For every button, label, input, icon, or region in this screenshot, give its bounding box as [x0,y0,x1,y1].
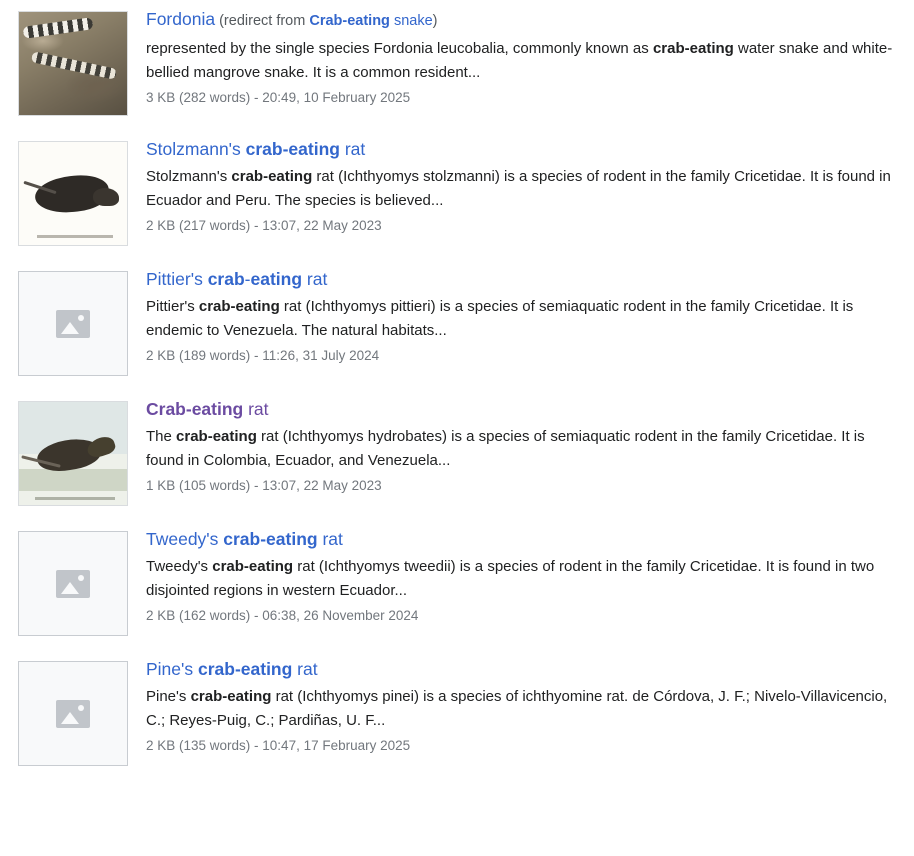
result-thumbnail-image[interactable] [18,11,128,116]
text-fragment: Pittier's [146,298,199,315]
text-fragment: rat [339,139,366,159]
result-title-link[interactable] [146,659,318,679]
text-fragment: The [146,428,177,445]
result-thumbnail-placeholder[interactable] [18,661,128,766]
result-title-link[interactable] [146,269,327,289]
result-title [146,658,902,680]
highlighted-term: crab-eating [176,428,257,445]
redirect-note [215,13,437,29]
image-placeholder-icon [56,570,90,598]
redirect-source-link[interactable] [309,13,432,29]
result-thumbnail[interactable] [18,138,128,246]
redirect-prefix: (redirect from [215,13,310,29]
result-metadata: 2 KB (135 words) - 10:47, 17 February 2025 [146,738,411,753]
result-thumbnail-placeholder[interactable] [18,271,128,376]
text-fragment: Tweedy's [146,558,213,575]
text-fragment: rat [317,529,343,549]
highlighted-term: crab-eating [212,558,294,575]
result-metadata: 1 KB (105 words) - 13:07, 22 May 2023 [146,478,382,493]
text-fragment: Pine's [146,659,198,679]
result-thumbnail[interactable] [18,658,128,766]
highlighted-term: crab-eating [198,298,280,315]
result-thumbnail[interactable] [18,528,128,636]
text-fragment: Pittier's [146,269,208,289]
result-snippet [146,295,902,343]
highlighted-term: crab-eating [197,659,293,679]
result-body [146,528,902,626]
search-result-item [18,268,902,376]
result-title [146,398,902,420]
search-result-item [18,528,902,636]
result-title-link[interactable] [146,399,269,419]
result-body [146,268,902,366]
text-fragment: Tweedy's [146,529,224,549]
result-thumbnail[interactable] [18,8,128,116]
text-fragment: rat [292,659,318,679]
redirect-suffix: ) [432,13,438,29]
rat-illustration [19,402,127,505]
result-metadata: 2 KB (162 words) - 06:38, 26 November 2024 [146,608,419,623]
text-fragment: Pine's [146,688,191,705]
result-thumbnail[interactable] [18,398,128,506]
result-thumbnail[interactable] [18,268,128,376]
text-fragment: rat (Ichthyomys hydrobates) is a species of semiaquatic rodent in the family Cricetidae. It is found in Colombia, Ecuador, and Venezuela... [146,428,865,469]
result-title [146,8,902,32]
result-thumbnail-image[interactable] [18,141,128,246]
result-body [146,398,902,496]
text-fragment: snake [389,13,433,29]
snake-photo [19,12,127,115]
search-results-container [18,8,902,766]
highlighted-term: crab-eating [231,168,313,185]
result-title-link[interactable]: Fordonia [146,9,216,29]
highlighted-term: crab-eating [245,139,340,159]
text-fragment: Stolzmann's [146,168,232,185]
result-title [146,528,902,550]
text-fragment: rat (Ichthyomys pittieri) is a species of semiaquatic rodent in the family Cricetidae. It is endemic to Venezuela. The natural habitats... [146,298,854,339]
highlighted-term: crab-eating [223,529,318,549]
text-fragment: rat (Ichthyomys stolzmanni) is a species of rodent in the family Cricetidae. It is found in Ecuador and Peru. The species is believed... [146,168,891,209]
result-metadata: 3 KB (282 words) - 20:49, 10 February 2025 [146,90,411,105]
result-snippet [146,685,902,733]
text-fragment: rat (Ichthyomys tweedii) is a species of rodent in the family Cricetidae. It is found in two disjointed regions in western Ecuador... [146,558,875,599]
highlighted-term: Crab-eating [309,13,390,29]
highlighted-term: crab [207,269,245,289]
result-metadata: 2 KB (189 words) - 11:26, 31 July 2024 [146,348,380,363]
result-body [146,8,902,108]
result-title-link[interactable] [146,139,365,159]
result-snippet [146,37,902,85]
search-result-item [18,138,902,246]
result-body [146,658,902,756]
text-fragment: represented by the single species Fordonia leucobalia, commonly known as [146,40,653,57]
highlighted-term: Crab-eating [146,399,244,419]
result-body [146,138,902,236]
result-thumbnail-image[interactable] [18,401,128,506]
result-title [146,138,902,160]
text-fragment: Stolzmann's [146,139,246,159]
text-fragment: water snake and white-bellied mangrove snake. It is a common resident... [146,40,893,81]
image-placeholder-icon [56,700,90,728]
result-title-link[interactable] [146,529,343,549]
result-title [146,268,902,290]
highlighted-term: crab-eating [652,40,734,57]
result-snippet [146,425,902,473]
text-fragment: rat [243,399,269,419]
rat-illustration [19,142,127,245]
result-snippet [146,165,902,213]
result-metadata: 2 KB (217 words) - 13:07, 22 May 2023 [146,218,382,233]
highlighted-term: eating [250,269,303,289]
text-fragment: rat (Ichthyomys pinei) is a species of ichthyomine rat. de Córdova, J. F.; Nivelo-Villavicencio, C.; Reyes-Puig, C.; Pardiñas, U. F... [146,688,888,729]
search-result-item [18,658,902,766]
text-fragment: - [244,269,251,289]
image-placeholder-icon [56,310,90,338]
search-result-item [18,8,902,116]
result-snippet [146,555,902,603]
highlighted-term: crab-eating [190,688,272,705]
result-thumbnail-placeholder[interactable] [18,531,128,636]
search-result-item [18,398,902,506]
text-fragment: rat [302,269,328,289]
